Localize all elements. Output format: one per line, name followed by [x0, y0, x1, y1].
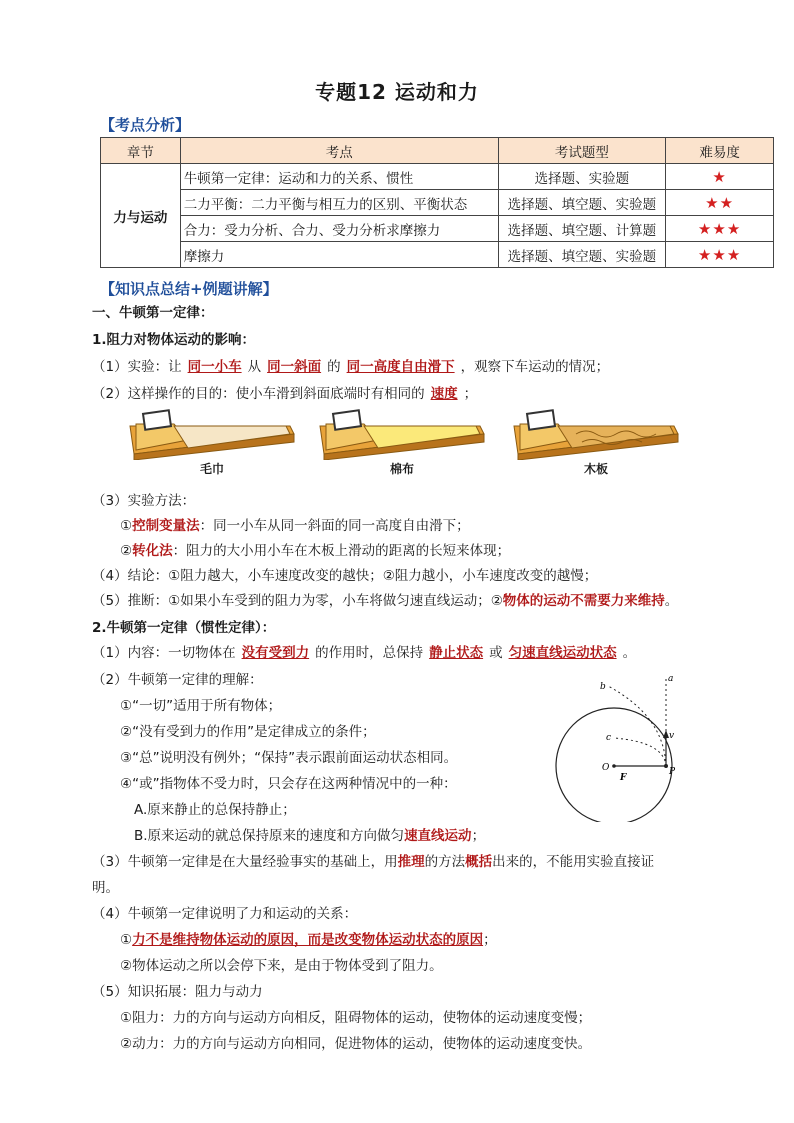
text-line-case-a: A.原来静止的总保持静止； — [134, 802, 296, 818]
text-line-control-variable: ①控制变量法：同一小车从同一斜面的同一高度自由滑下； — [120, 518, 470, 534]
heading-newton-first-law: 一、牛顿第一定律： — [92, 305, 214, 321]
table-header: 章节 — [101, 138, 181, 164]
table-header: 考试题型 — [498, 138, 666, 164]
section-heading-summary: 【知识点总结+例题讲解】 — [100, 280, 278, 298]
type-cell: 选择题、填空题、实验题 — [498, 242, 666, 268]
answer-blank: 速度 — [430, 386, 458, 402]
answer-blank: 静止状态 — [429, 645, 484, 661]
table-header: 考点 — [180, 138, 498, 164]
table-row — [101, 216, 774, 242]
difficulty-stars: ★★★ — [666, 242, 774, 268]
section-heading-analysis: 【考点分析】 — [100, 116, 191, 134]
table-header-row — [101, 138, 774, 164]
point-cell: 摩擦力 — [180, 242, 498, 268]
text-line-content: （1）内容：一切物体在 没有受到力 的作用时，总保持 静止状态 或 匀速直线运动状态 。 — [92, 645, 637, 661]
table-row — [101, 164, 774, 190]
label-f: F — [620, 773, 627, 783]
difficulty-stars: ★ — [666, 164, 774, 190]
page-title: 专题12 运动和力 — [315, 80, 479, 104]
text-line-method: （3）实验方法： — [92, 493, 196, 509]
difficulty-stars: ★★★ — [666, 216, 774, 242]
answer-blank: 匀速直线运动状态 — [508, 645, 617, 661]
text-line-point1: ①“一切”适用于所有物体； — [120, 698, 282, 714]
text-line-case-b: B.原来运动的就总保持原来的速度和方向做匀速直线运动； — [134, 828, 486, 844]
text-line-relation-2: ②物体运动之所以会停下来，是由于物体受到了阻力。 — [120, 958, 443, 974]
text-line-point3: ③“总”说明没有例外；“保持”表示跟前面运动状态相同。 — [120, 750, 458, 766]
chapter-cell: 力与运动 — [101, 164, 181, 268]
type-cell: 选择题、填空题、实验题 — [498, 190, 666, 216]
ramp-towel-illustration — [128, 404, 296, 460]
answer-blank: 同一斜面 — [267, 359, 322, 375]
table-header: 难易度 — [666, 138, 774, 164]
text-line-point4: ④“或”指物体不受力时，只会存在这两种情况中的一种： — [120, 776, 457, 792]
text-line-relation: （4）牛顿第一定律说明了力和运动的关系： — [92, 906, 358, 922]
point-cell: 二力平衡：二力平衡与相互力的区别、平衡状态 — [180, 190, 498, 216]
ramp-label-towel: 毛巾 — [199, 462, 224, 476]
type-cell: 选择题、实验题 — [498, 164, 666, 190]
ramp-wood-illustration — [512, 404, 680, 460]
circular-motion-figure — [548, 672, 728, 822]
label-o: O — [602, 763, 610, 773]
type-cell: 选择题、填空题、计算题 — [498, 216, 666, 242]
text-line-conclusion: （4）结论：①阻力越大，小车速度改变的越快；②阻力越小，小车速度改变的越慢； — [92, 568, 598, 584]
ramp-label-cotton: 棉布 — [389, 462, 414, 476]
ramp-cotton-illustration — [318, 404, 486, 460]
text-line-understanding: （2）牛顿第一定律的理解： — [92, 672, 263, 688]
text-line-driving-force: ②动力：力的方向与运动方向相同，促进物体的运动，使物体的运动速度变快。 — [120, 1036, 592, 1052]
text-line-extension: （5）知识拓展：阻力与动力 — [92, 984, 263, 1000]
text-line-purpose: （2）这样操作的目的：使小车滑到斜面底端时有相同的 速度 ； — [92, 386, 478, 402]
point-cell: 牛顿第一定律：运动和力的关系、惯性 — [180, 164, 498, 190]
text-line-conversion: ②转化法：阻力的大小用小车在木板上滑动的距离的长短来体现； — [120, 543, 511, 559]
answer-blank: 同一小车 — [187, 359, 242, 375]
text-line-relation-1: ①力不是维持物体运动的原因，而是改变物体运动状态的原因； — [120, 932, 497, 948]
difficulty-stars: ★★ — [666, 190, 774, 216]
label-v: v — [669, 731, 675, 741]
point-cell: 合力：受力分析、合力、受力分析求摩擦力 — [180, 216, 498, 242]
text-line-point2: ②“没有受到力的作用”是定律成立的条件； — [120, 724, 376, 740]
exam-point-table — [100, 137, 774, 268]
table-row — [101, 190, 774, 216]
subheading-resistance: 1.阻力对物体运动的影响： — [92, 332, 256, 348]
answer-blank: 没有受到力 — [241, 645, 310, 661]
ramp-label-wood: 木板 — [583, 462, 608, 476]
label-c: c — [606, 733, 612, 743]
subheading-newton-law: 2.牛顿第一定律（惯性定律）： — [92, 620, 276, 636]
label-b: b — [600, 682, 606, 692]
answer-blank: 同一高度自由滑下 — [346, 359, 455, 375]
table-row — [101, 242, 774, 268]
text-line-derivation: （3）牛顿第一定律是在大量经验事实的基础上，用推理的方法概括出来的，不能用实验直接证 — [92, 854, 655, 870]
text-line-experiment: （1）实验：让 同一小车 从 同一斜面 的 同一高度自由滑下 ，观察下车运动的情况； — [92, 359, 610, 375]
text-line-inference: （5）推断：①如果小车受到的阻力为零，小车将做匀速直线运动；②物体的运动不需要力来维持。 — [92, 593, 679, 609]
label-a: a — [668, 674, 674, 684]
text-line-derivation-cont: 明。 — [92, 880, 119, 896]
label-p: P — [669, 767, 676, 777]
text-line-resistance: ①阻力：力的方向与运动方向相反，阻碍物体的运动，使物体的运动速度变慢； — [120, 1010, 592, 1026]
